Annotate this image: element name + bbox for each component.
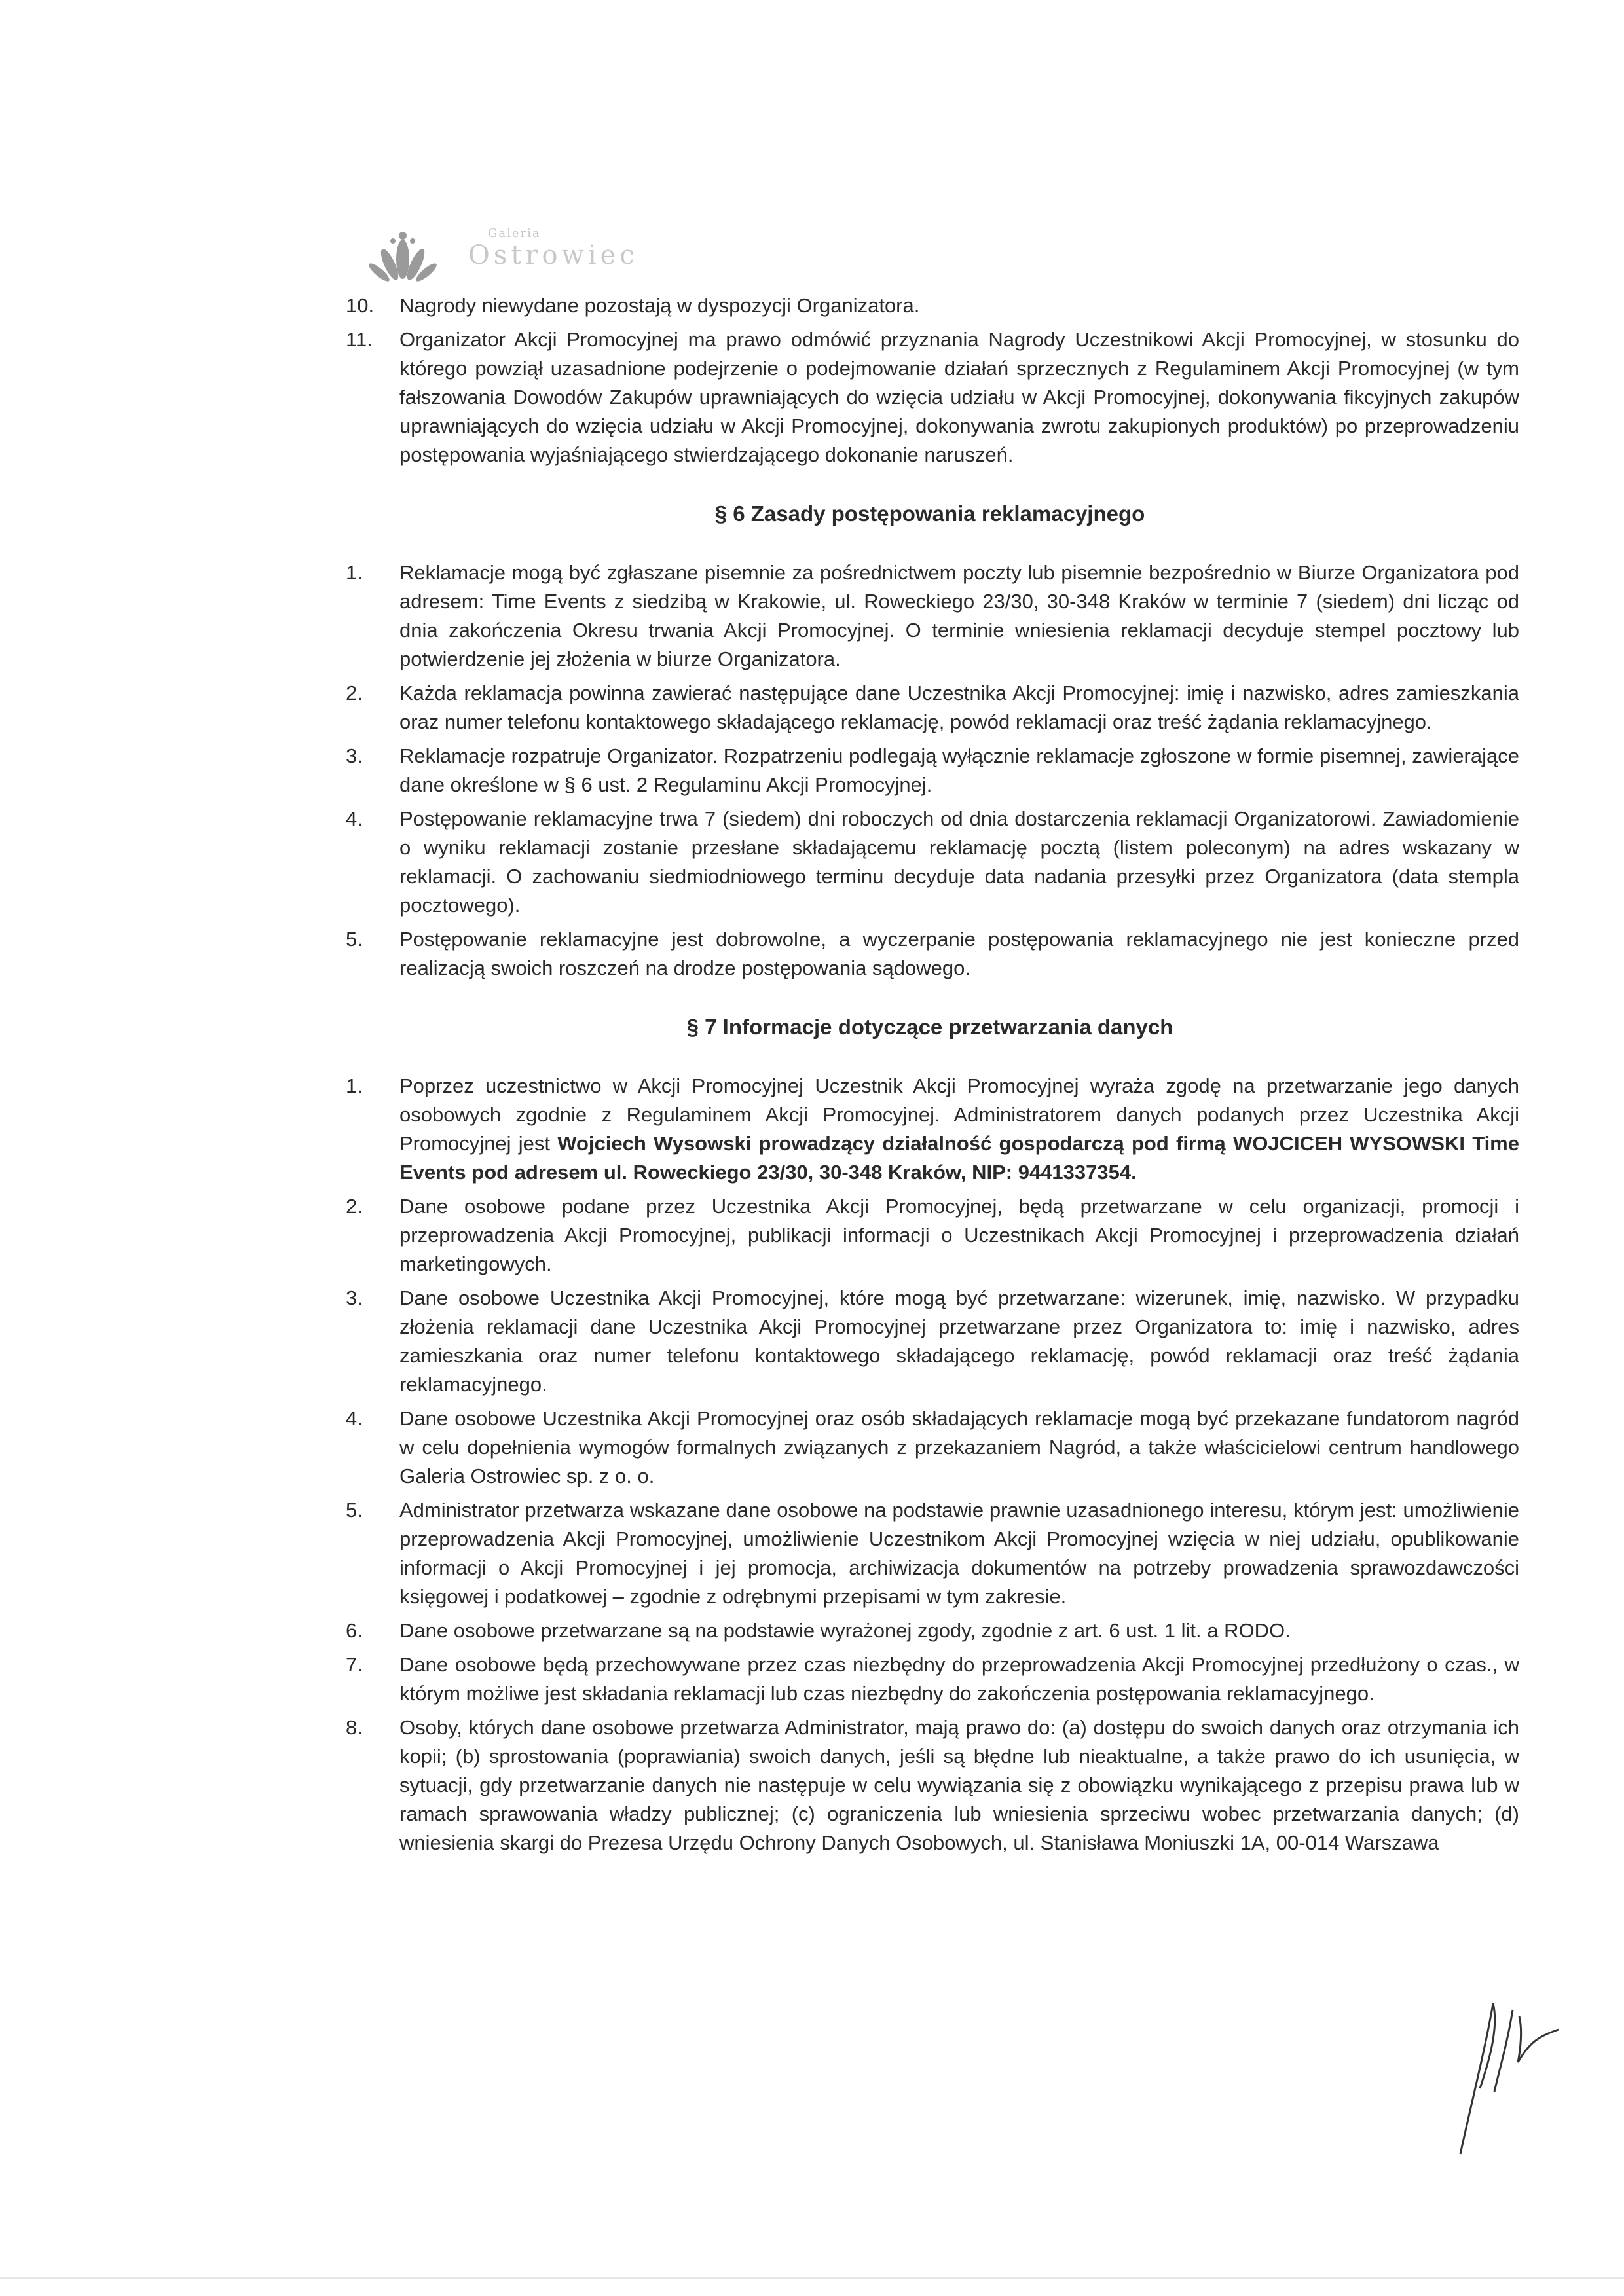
list-item [341, 1616, 1519, 1645]
item-text: Dane osobowe Uczestnika Akcji Promocyjnej oraz osób składających reklamacje mogą być przekazane fundatorom nagród w celu dopełnienia wymogów formalnych związanych z przekazaniem Nagród, a także właścicielowi centrum handlowego Galeria Ostrowiec sp. z o. o. [399, 1407, 1519, 1487]
item-number: 1. [346, 1074, 363, 1097]
list-item [341, 558, 1519, 674]
item-number: 5. [346, 928, 363, 951]
item-text: Dane osobowe będą przechowywane przez czas niezbędny do przeprowadzenia Akcji Promocyjnej przedłużony o czas., w którym możliwe jest składania reklamacji lub czas niezbędny do zakończenia postępowania reklamacyjnego. [399, 1653, 1519, 1705]
item-text: Nagrody niewydane pozostają w dyspozycji Organizatora. [399, 294, 920, 317]
galeria-ostrowiec-logo [363, 221, 638, 293]
item-number: 7. [346, 1653, 363, 1676]
item-text: Dane osobowe podane przez Uczestnika Akcji Promocyjnej, będą przetwarzane w celu organizacji, promocji i przeprowadzenia Akcji Promocyjnej, publikacji informacji o Uczestnikach Akcji Promocyjnej i przeprowadzenia działań marketingowych. [399, 1195, 1519, 1275]
logo-small-text: Galeria [488, 227, 541, 240]
item-number: 4. [346, 1407, 363, 1430]
list-item [341, 1713, 1519, 1857]
item-number: 2. [346, 682, 363, 704]
list-item [341, 1284, 1519, 1399]
administrator-details: Wojciech Wysowski prowadzący działalność gospodarczą pod firmą WOJCICEH WYSOWSKI Time Events pod adresem ul. Roweckiego 23/30, 30-348 Kraków, NIP: 9441337354. [399, 1132, 1519, 1184]
item-text: Postępowanie reklamacyjne jest dobrowolne, a wyczerpanie postępowania reklamacyjnego nie jest konieczne przed realizacją swoich roszczeń na drodze postępowania sądowego. [399, 928, 1519, 979]
item-number: 4. [346, 807, 363, 830]
list-item [341, 805, 1519, 920]
flower-logo-icon [363, 221, 442, 293]
item-text: Dane osobowe Uczestnika Akcji Promocyjnej, które mogą być przetwarzane: wizerunek, imię, nazwisko. W przypadku złożenia reklamacji dane Uczestnika Akcji Promocyjnej przetwarzane przez Organizatora to: imię i nazwisko, adres zamieszkania oraz numer telefonu kontaktowego składającego reklamację, powód reklamacji oraz treść żądania reklamacyjnego. [399, 1286, 1519, 1396]
document-content [341, 291, 1519, 1857]
item-number: 5. [346, 1499, 363, 1522]
list-item [341, 925, 1519, 983]
item-text: Postępowanie reklamacyjne trwa 7 (siedem) dni roboczych od dnia dostarczenia reklamacji Organizatorowi. Zawiadomienie o wyniku reklamacji zostanie przesłane składającemu reklamację pocztą (listem poleconym) na adres wskazany w reklamacji. O zachowaniu siedmiodniowego terminu decyduje data nadania przesyłki przez Organizatora (data stempla pocztowego). [399, 807, 1519, 917]
item-text: Poprzez uczestnictwo w Akcji Promocyjnej Uczestnik Akcji Promocyjnej wyraża zgodę na przetwarzanie jego danych osobowych zgodnie z Regulaminem Akcji Promocyjnej. Administratorem danych podanych przez Uczestnika Akcji Promocyjnej jest [399, 1074, 1519, 1155]
scan-edge [0, 2277, 1624, 2279]
section-6-title: § 6 Zasady postępowania reklamacyjnego [714, 501, 1145, 526]
item-text: Osoby, których dane osobowe przetwarza Administrator, mają prawo do: (a) dostępu do swoich danych oraz otrzymania ich kopii; (b) sprostowania (poprawiania) swoich danych, jeśli są błędne lub nieaktualne, a także prawo do ich usunięcia, w sytuacji, gdy przetwarzanie danych nie następuje w celu wywiązania się z obowiązku wynikającego z przepisu prawa lub w ramach sprawowania władzy publicznej; (c) ograniczenia lub wniesienia sprzeciwu wobec przetwarzania danych; (d) wniesienia skargi do Prezesa Urzędu Ochrony Danych Osobowych, ul. Stanisława Moniuszki 1A, 00-014 Warszawa [399, 1716, 1519, 1854]
item-number: 11. [346, 328, 373, 351]
list-item [341, 1192, 1519, 1279]
item-number: 6. [346, 1619, 363, 1642]
item-text: Dane osobowe przetwarzane są na podstawie wyrażonej zgody, zgodnie z art. 6 ust. 1 lit. a RODO. [399, 1619, 1291, 1642]
item-text: Każda reklamacja powinna zawierać następujące dane Uczestnika Akcji Promocyjnej: imię i nazwisko, adres zamieszkania oraz numer telefonu kontaktowego składającego reklamację, powód reklamacji oraz treść żądania reklamacyjnego. [399, 682, 1519, 733]
handwritten-signature [1447, 1990, 1565, 2160]
item-number: 3. [346, 744, 363, 767]
list-item [341, 291, 1519, 320]
list-item [341, 1496, 1519, 1611]
item-number: 10. [346, 294, 375, 317]
list-item [341, 325, 1519, 469]
list-item [341, 1650, 1519, 1708]
item-number: 2. [346, 1195, 363, 1218]
logo-text [468, 227, 638, 270]
item-text: Administrator przetwarza wskazane dane osobowe na podstawie prawnie uzasadnionego interesu, którym jest: umożliwienie przeprowadzenia Akcji Promocyjnej, umożliwienie Uczestnikom Akcji Promocyjnej wzięcia w niej udziału, opublikowanie informacji o Akcji Promocyjnej i jej promocja, archiwizacja dokumentów na potrzeby prowadzenia sprawozdawczości księgowej i podatkowej – zgodnie z odrębnymi przepisami w tym zakresie. [399, 1499, 1519, 1608]
item-number: 3. [346, 1286, 363, 1309]
item-text: Organizator Akcji Promocyjnej ma prawo odmówić przyznania Nagrody Uczestnikowi Akcji Promocyjnej, w stosunku do którego powziął uzasadnione podejrzenie o podejmowanie działań sprzecznych z Regulaminem Akcji Promocyjnej (w tym fałszowania Dowodów Zakupów uprawniających do wzięcia udziału w Akcji Promocyjnej, dokonywania fikcyjnych zakupów uprawniających do wzięcia udziału w Akcji Promocyjnej, dokonywania zwrotu zakupionych produktów) po przeprowadzeniu postępowania wyjaśniającego stwierdzającego dokonanie naruszeń. [399, 328, 1519, 466]
list-item [341, 1072, 1519, 1187]
item-number: 8. [346, 1716, 363, 1739]
item-text: Reklamacje mogą być zgłaszane pisemnie za pośrednictwem poczty lub pisemnie bezpośrednio w Biurze Organizatora pod adresem: Time Events z siedzibą w Krakowie, ul. Roweckiego 23/30, 30-348 Kraków w terminie 7 (siedem) dni licząc od dnia zakończenia Okresu trwania Akcji Promocyjnej. O terminie wniesienia reklamacji decyduje stempel pocztowy lub potwierdzenie jej złożenia w biurze Organizatora. [399, 561, 1519, 670]
item-number: 1. [346, 561, 363, 584]
list-item [341, 1404, 1519, 1491]
item-text: Reklamacje rozpatruje Organizator. Rozpatrzeniu podlegają wyłącznie reklamacje zgłoszone w formie pisemnej, zawierające dane określone w § 6 ust. 2 Regulaminu Akcji Promocyjnej. [399, 744, 1519, 796]
list-item [341, 679, 1519, 737]
section-7-title: § 7 Informacje dotyczące przetwarzania danych [686, 1015, 1173, 1039]
logo-big-text: Ostrowiec [468, 240, 638, 270]
list-item [341, 742, 1519, 799]
